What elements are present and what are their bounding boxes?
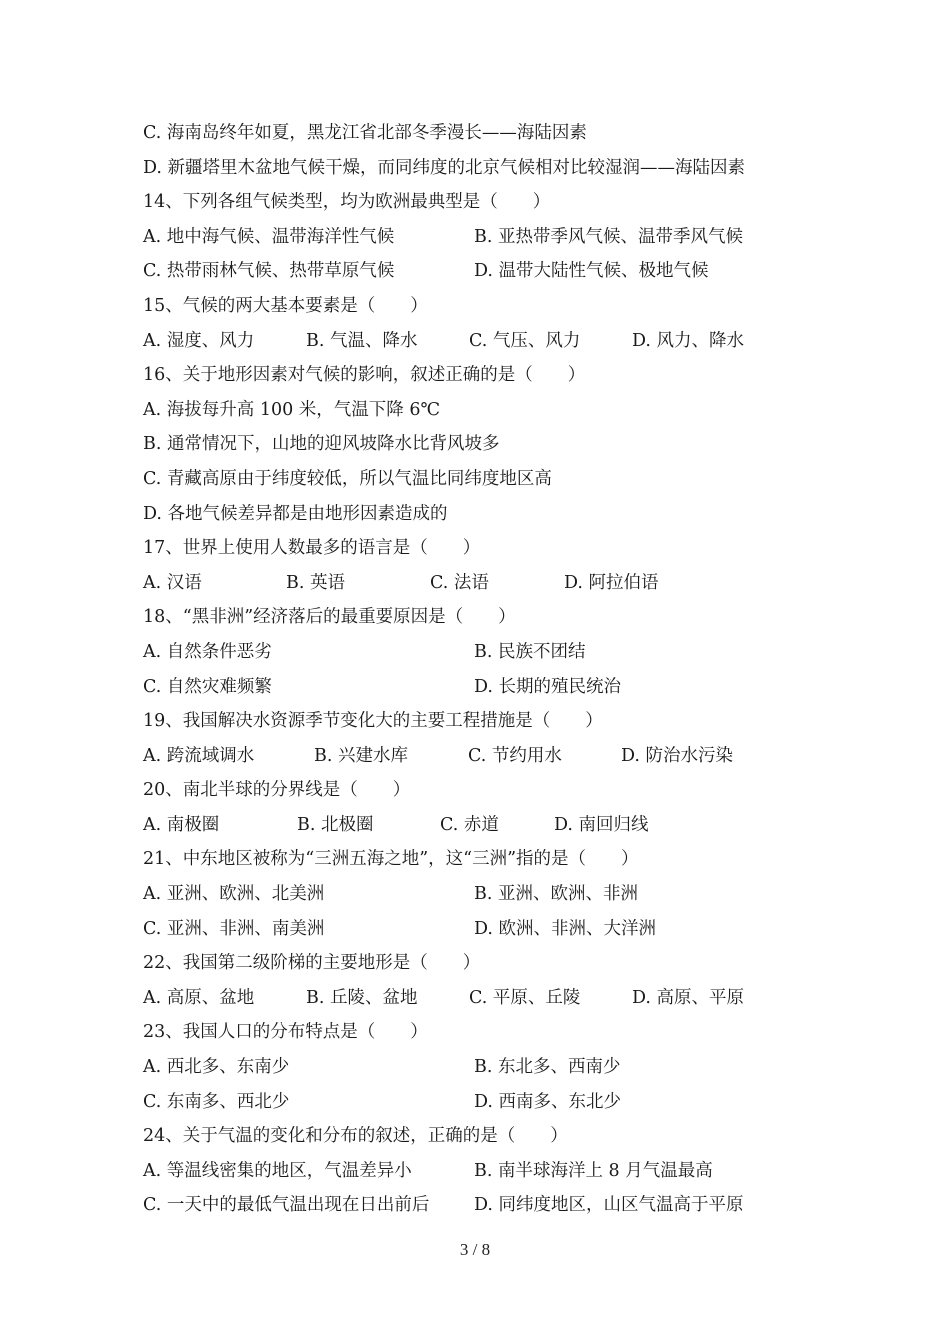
question-24: [143, 1119, 843, 1154]
option-b: B. 亚洲、欧洲、非洲: [474, 884, 638, 905]
option-c: C. 东南多、西北少: [143, 1091, 290, 1112]
option-c: C. 法语: [430, 572, 489, 593]
option-c: C. 自然灾难频繁: [143, 676, 272, 697]
option-b: B. 丘陵、盆地: [306, 987, 418, 1008]
option-a: A. 西北多、东南少: [143, 1057, 290, 1078]
options-row: [143, 635, 843, 670]
question-text: 16、关于地形因素对气候的影响，叙述正确的是（ ）: [143, 365, 586, 386]
options-row: [143, 1085, 843, 1120]
options-row: [143, 808, 843, 843]
option-c: C. 平原、丘陵: [469, 987, 581, 1008]
options-row: [143, 220, 843, 255]
option-a: A. 高原、盆地: [143, 987, 255, 1008]
question-text: 15、气候的两大基本要素是（ ）: [143, 295, 428, 316]
option-text: C. 海南岛终年如夏，黑龙江省北部冬季漫长——海陆因素: [143, 123, 587, 143]
option-b: B. 兴建水库: [314, 745, 408, 766]
options-row: [143, 566, 843, 601]
option-d: D. 防治水污染: [621, 745, 734, 766]
option-b: B. 英语: [286, 572, 345, 593]
option-b: B. 北极圈: [297, 814, 374, 835]
option-d: D. 欧洲、非洲、大洋洲: [474, 918, 657, 939]
question-list: [143, 116, 843, 1223]
option-line: [143, 151, 843, 186]
option-c: C. 一天中的最低气温出现在日出前后: [143, 1195, 430, 1216]
option-d: D. 各地气候差异都是由地形因素造成的: [143, 503, 448, 524]
option-line: [143, 462, 843, 497]
option-a: A. 地中海气候、温带海洋性气候: [143, 226, 395, 247]
question-16: [143, 358, 843, 393]
option-d: D. 南回归线: [554, 814, 649, 835]
options-row: [143, 254, 843, 289]
question-text: 23、我国人口的分布特点是（ ）: [143, 1022, 428, 1043]
option-b: B. 民族不团结: [474, 641, 586, 662]
question-17: [143, 531, 843, 566]
option-a: A. 南极圈: [143, 814, 220, 835]
question-text: 24、关于气温的变化和分布的叙述，正确的是（ ）: [143, 1126, 568, 1147]
option-a: A. 自然条件恶劣: [143, 641, 272, 662]
option-line: [143, 497, 843, 532]
options-row: [143, 324, 843, 359]
options-row: [143, 739, 843, 774]
option-c: C. 亚洲、非洲、南美洲: [143, 918, 325, 939]
option-c: C. 青藏高原由于纬度较低，所以气温比同纬度地区高: [143, 468, 552, 489]
question-text: 19、我国解决水资源季节变化大的主要工程措施是（ ）: [143, 711, 603, 732]
option-c: C. 热带雨林气候、热带草原气候: [143, 261, 395, 282]
question-text: 20、南北半球的分界线是（ ）: [143, 780, 411, 801]
question-text: 18、“黑非洲”经济落后的最重要原因是（ ）: [143, 607, 516, 628]
options-row: [143, 1188, 843, 1223]
page-number: 3 / 8: [459, 1240, 491, 1259]
options-row: [143, 981, 843, 1016]
options-row: [143, 1154, 843, 1189]
option-a: A. 湿度、风力: [143, 330, 255, 351]
question-18: [143, 600, 843, 635]
option-c: C. 气压、风力: [469, 330, 581, 351]
option-line: [143, 116, 843, 151]
question-15: [143, 289, 843, 324]
option-b: B. 南半球海洋上 8 月气温最高: [474, 1160, 713, 1181]
question-text: 17、世界上使用人数最多的语言是（ ）: [143, 538, 481, 559]
option-line: [143, 427, 843, 462]
option-d: D. 高原、平原: [632, 987, 745, 1008]
option-d: D. 同纬度地区，山区气温高于平原: [474, 1195, 744, 1216]
option-text: D. 新疆塔里木盆地气候干燥，而同纬度的北京气候相对比较湿润——海陆因素: [143, 157, 746, 178]
option-a: A. 跨流域调水: [143, 745, 255, 766]
question-text: 21、中东地区被称为“三洲五海之地”，这“三洲”指的是（ ）: [143, 849, 639, 870]
option-b: B. 气温、降水: [306, 330, 418, 351]
options-row: [143, 912, 843, 947]
question-20: [143, 773, 843, 808]
question-19: [143, 704, 843, 739]
question-21: [143, 842, 843, 877]
option-c: C. 赤道: [440, 814, 499, 835]
option-d: D. 西南多、东北少: [474, 1091, 622, 1112]
option-d: D. 风力、降水: [632, 330, 745, 351]
option-d: D. 阿拉伯语: [564, 572, 659, 593]
option-b: B. 亚热带季风气候、温带季风气候: [474, 226, 743, 247]
question-text: 14、下列各组气候类型，均为欧洲最典型是（ ）: [143, 192, 551, 213]
options-row: [143, 1050, 843, 1085]
question-text: 22、我国第二级阶梯的主要地形是（ ）: [143, 953, 481, 974]
option-d: D. 温带大陆性气候、极地气候: [474, 261, 709, 282]
options-row: [143, 877, 843, 912]
question-22: [143, 946, 843, 981]
option-b: B. 通常情况下，山地的迎风坡降水比背风坡多: [143, 434, 500, 455]
option-a: A. 汉语: [143, 572, 202, 593]
question-14: [143, 185, 843, 220]
options-row: [143, 670, 843, 705]
option-c: C. 节约用水: [468, 745, 562, 766]
option-a: A. 等温线密集的地区，气温差异小: [143, 1160, 412, 1181]
option-line: [143, 393, 843, 428]
option-a: A. 海拔每升高 100 米，气温下降 6℃: [143, 399, 441, 420]
option-d: D. 长期的殖民统治: [474, 676, 622, 697]
option-b: B. 东北多、西南少: [474, 1057, 621, 1078]
question-23: [143, 1015, 843, 1050]
option-a: A. 亚洲、欧洲、北美洲: [143, 884, 325, 905]
